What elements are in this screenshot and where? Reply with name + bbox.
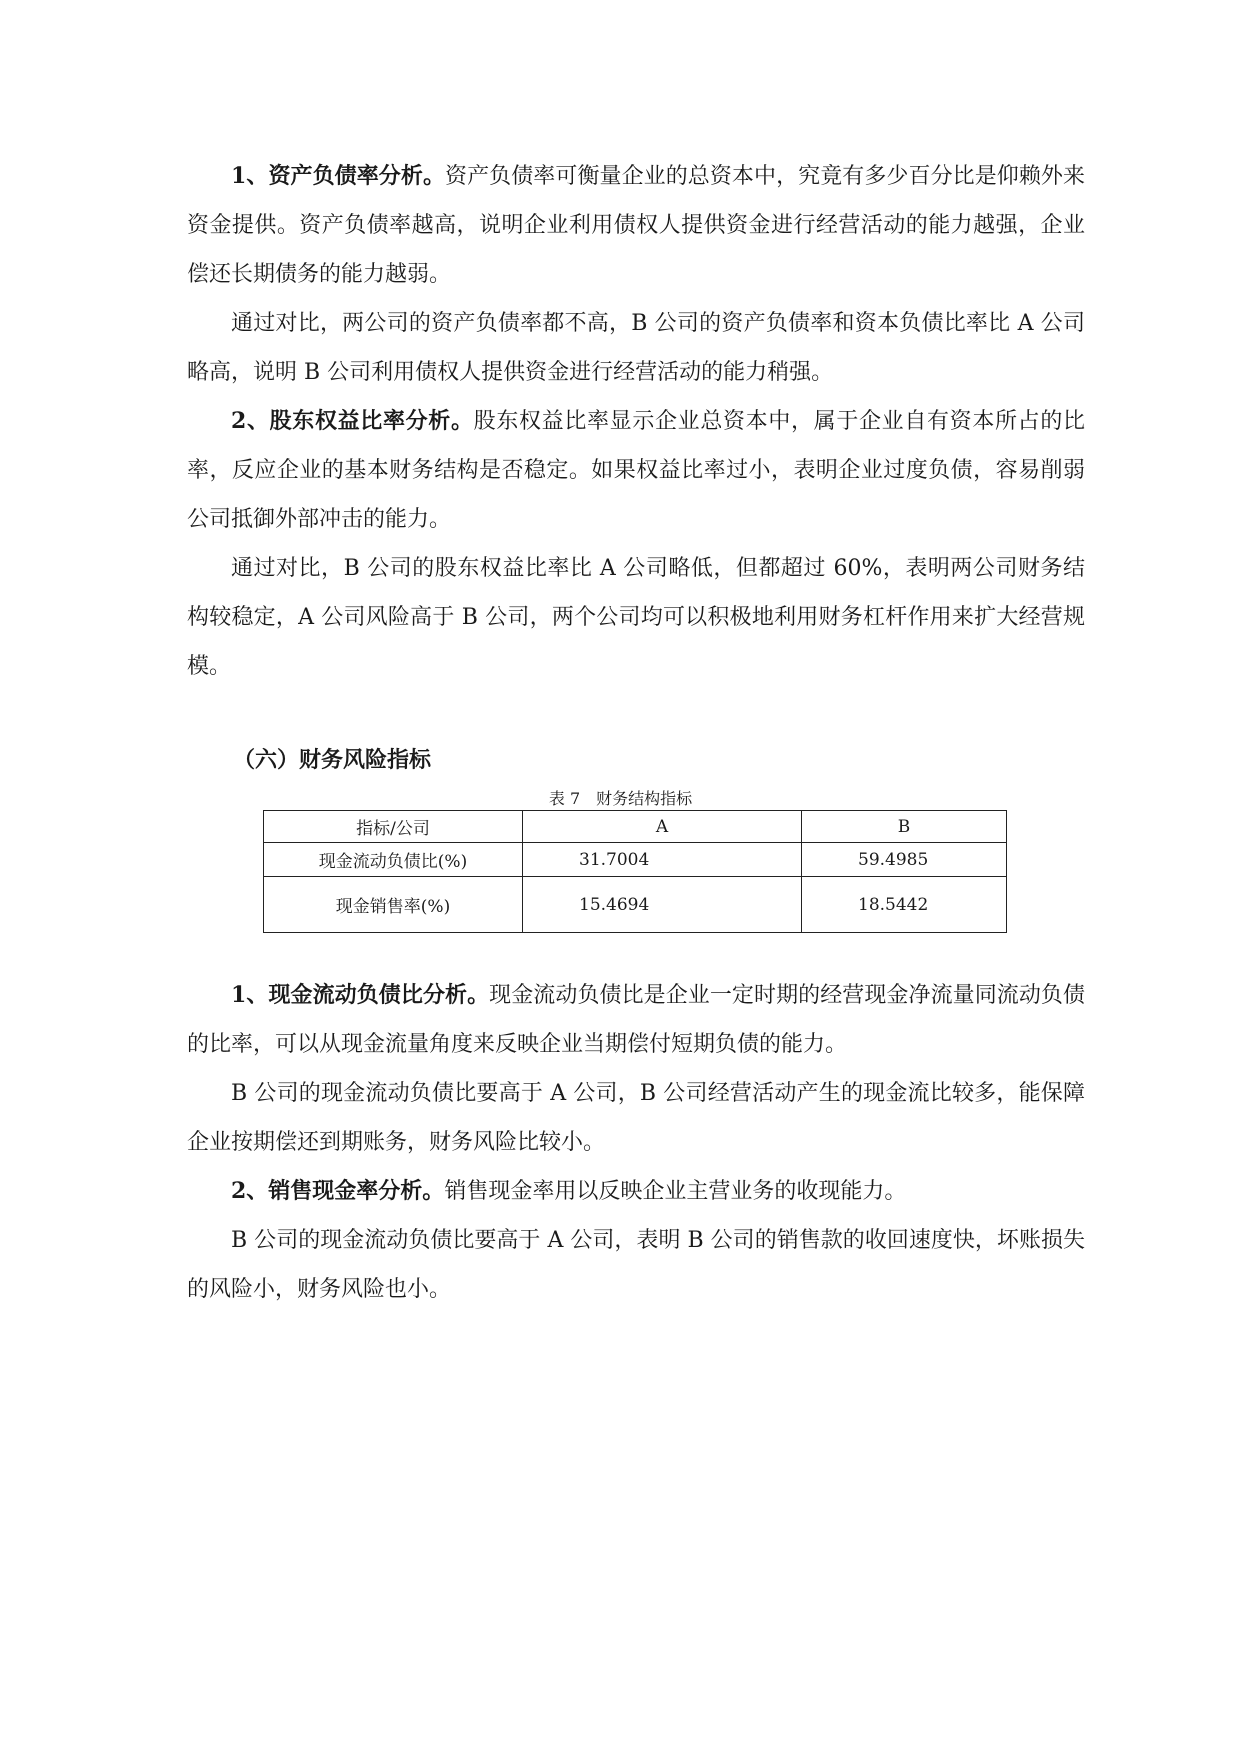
table-row [264, 877, 1007, 933]
table-header-cell: B [802, 811, 1007, 843]
paragraph-heading: 1、资产负债率分析。 [231, 163, 446, 189]
paragraph-text: 股东权益比率显示企业总资本中，属于企业自有资本所占的比率，反应企业的基本财务结构是否稳定。如果权益比率过小，表明企业过度负债，容易削弱公司抵御外部冲击的能力。 [187, 409, 1085, 532]
paragraph-text: 销售现金率用以反映企业主营业务的收现能力。 [444, 1179, 907, 1204]
table-cell: 59.4985 [802, 843, 1007, 877]
paragraph-cash-liability-analysis [187, 971, 1085, 1069]
table-cell: 现金销售率(%) [264, 877, 523, 933]
paragraph-cash-liability-comparison: B 公司的现金流动负债比要高于 A 公司，B 公司经营活动产生的现金流比较多，能保障企业按期偿还到期账务，财务风险比较小。 [187, 1081, 1085, 1155]
paragraph-text: 资产负债率可衡量企业的总资本中，究竟有多少百分比是仰赖外来资金提供。资产负债率越高，说明企业利用债权人提供资金进行经营活动的能力越强，企业偿还长期债务的能力越弱。 [187, 164, 1085, 287]
table-caption: 表 7 财务结构指标 [548, 789, 693, 808]
paragraph-sales-cash-analysis [187, 1167, 1085, 1216]
table-cell: 31.7004 [523, 843, 802, 877]
table-row [264, 843, 1007, 877]
paragraph-heading: 2、股东权益比率分析。 [231, 408, 474, 434]
table-header-row [264, 811, 1007, 843]
paragraph-debt-ratio-analysis [187, 152, 1085, 299]
paragraph-equity-ratio-comparison: 通过对比，B 公司的股东权益比率比 A 公司略低，但都超过 60%，表明两公司财务结构较稳定，A 公司风险高于 B 公司，两个公司均可以积极地利用财务杠杆作用来扩大经营规模。 [187, 556, 1085, 679]
table-cell: 18.5442 [802, 877, 1007, 933]
paragraph-text: 现金流动负债比是企业一定时期的经营现金净流量同流动负债的比率，可以从现金流量角度来反映企业当期偿付短期负债的能力。 [187, 983, 1085, 1057]
financial-structure-table [263, 810, 1007, 933]
table-cell: 15.4694 [523, 877, 802, 933]
paragraph-equity-ratio-analysis [187, 397, 1085, 544]
paragraph-heading: 1、现金流动负债比分析。 [231, 982, 490, 1008]
paragraph-heading: 2、销售现金率分析。 [231, 1178, 445, 1204]
table-header-cell: 指标/公司 [264, 811, 523, 843]
paragraph-debt-ratio-comparison: 通过对比，两公司的资产负债率都不高，B 公司的资产负债率和资本负债比率比 A 公司略高，说明 B 公司利用债权人提供资金进行经营活动的能力稍强。 [187, 311, 1085, 385]
table-header-cell: A [523, 811, 802, 843]
paragraph-sales-cash-comparison: B 公司的现金流动负债比要高于 A 公司，表明 B 公司的销售款的收回速度快，坏账损失的风险小，财务风险也小。 [187, 1228, 1085, 1302]
table-cell: 现金流动负债比(%) [264, 843, 523, 877]
section-heading: （六）财务风险指标 [233, 747, 432, 773]
